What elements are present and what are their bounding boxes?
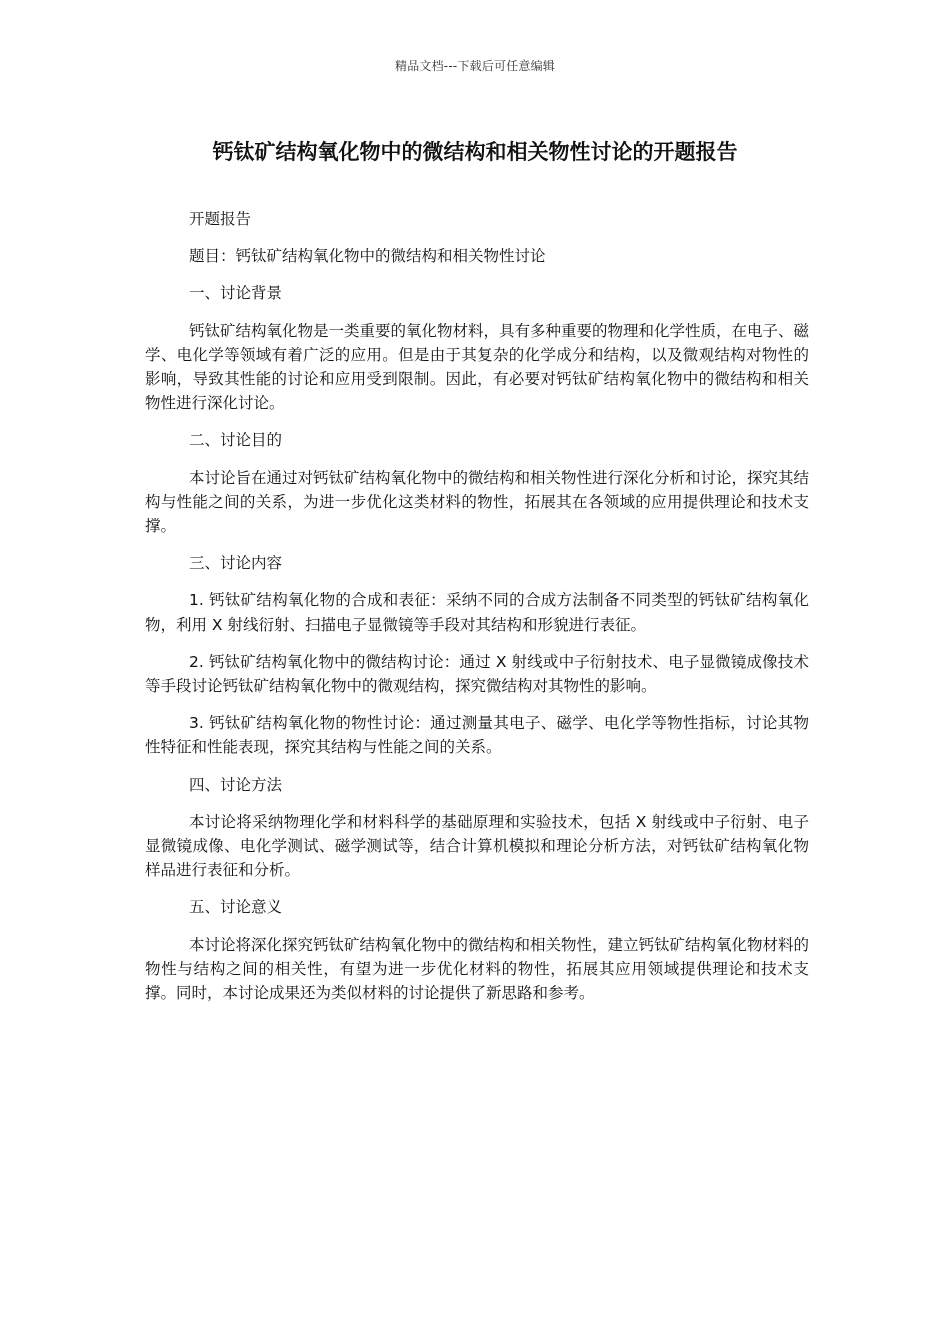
purpose-paragraph: 本讨论旨在通过对钙钛矿结构氧化物中的微结构和相关物性进行深化分析和讨论，探究其结构与性能之间的关系，为进一步优化这类材料的物性，拓展其在各领域的应用提供理论和技术支撑。	[145, 468, 810, 536]
section-heading-content: 三、讨论内容	[189, 554, 283, 573]
document-body	[145, 207, 809, 1018]
section-heading-method: 四、讨论方法	[189, 775, 283, 794]
significance-paragraph: 本讨论将深化探究钙钛矿结构氧化物中的微结构和相关物性，建立钙钛矿结构氧化物材料的物性与结构之间的相关性，有望为进一步优化材料的物性，拓展其应用领域提供理论和技术支撑。同时，本讨论成果还为类似材料的讨论提供了新思路和参考。	[145, 935, 810, 1003]
background-paragraph: 钙钛矿结构氧化物是一类重要的氧化物材料，具有多种重要的物理和化学性质，在电子、磁学、电化学等领域有着广泛的应用。但是由于其复杂的化学成分和结构，以及微观结构对物性的影响，导致其性能的讨论和应用受到限制。因此，有必要对钙钛矿结构氧化物中的微结构和相关物性进行深化讨论。	[145, 321, 810, 413]
header-note: 精品文档---下载后可任意编辑	[395, 59, 555, 73]
content-item-2: 2. 钙钛矿结构氧化物中的微结构讨论：通过 X 射线或中子衍射技术、电子显微镜成像技术等手段讨论钙钛矿结构氧化物中的微观结构，探究微结构对其物性的影响。	[145, 652, 809, 696]
report-label: 开题报告	[189, 210, 252, 228]
section-heading-significance: 五、讨论意义	[189, 898, 283, 917]
section-heading-background: 一、讨论背景	[189, 284, 283, 303]
document-title: 钙钛矿结构氧化物中的微结构和相关物性讨论的开题报告	[212, 140, 738, 164]
content-item-1: 1. 钙钛矿结构氧化物的合成和表征：采纳不同的合成方法制备不同类型的钙钛矿结构氧化物，利用 X 射线衍射、扫描电子显微镜等手段对其结构和形貌进行表征。	[145, 591, 809, 634]
topic-line: 题目：钙钛矿结构氧化物中的微结构和相关物性讨论	[189, 247, 546, 266]
section-heading-purpose: 二、讨论目的	[189, 431, 283, 450]
method-paragraph: 本讨论将采纳物理化学和材料科学的基础原理和实验技术，包括 X 射线或中子衍射、电子显微镜成像、电化学测试、磁学测试等，结合计算机模拟和理论分析方法，对钙钛矿结构氧化物样品进行表征和分析。	[145, 812, 809, 880]
content-item-3: 3. 钙钛矿结构氧化物的物性讨论：通过测量其电子、磁学、电化学等物性指标，讨论其物性特征和性能表现，探究其结构与性能之间的关系。	[145, 714, 809, 757]
